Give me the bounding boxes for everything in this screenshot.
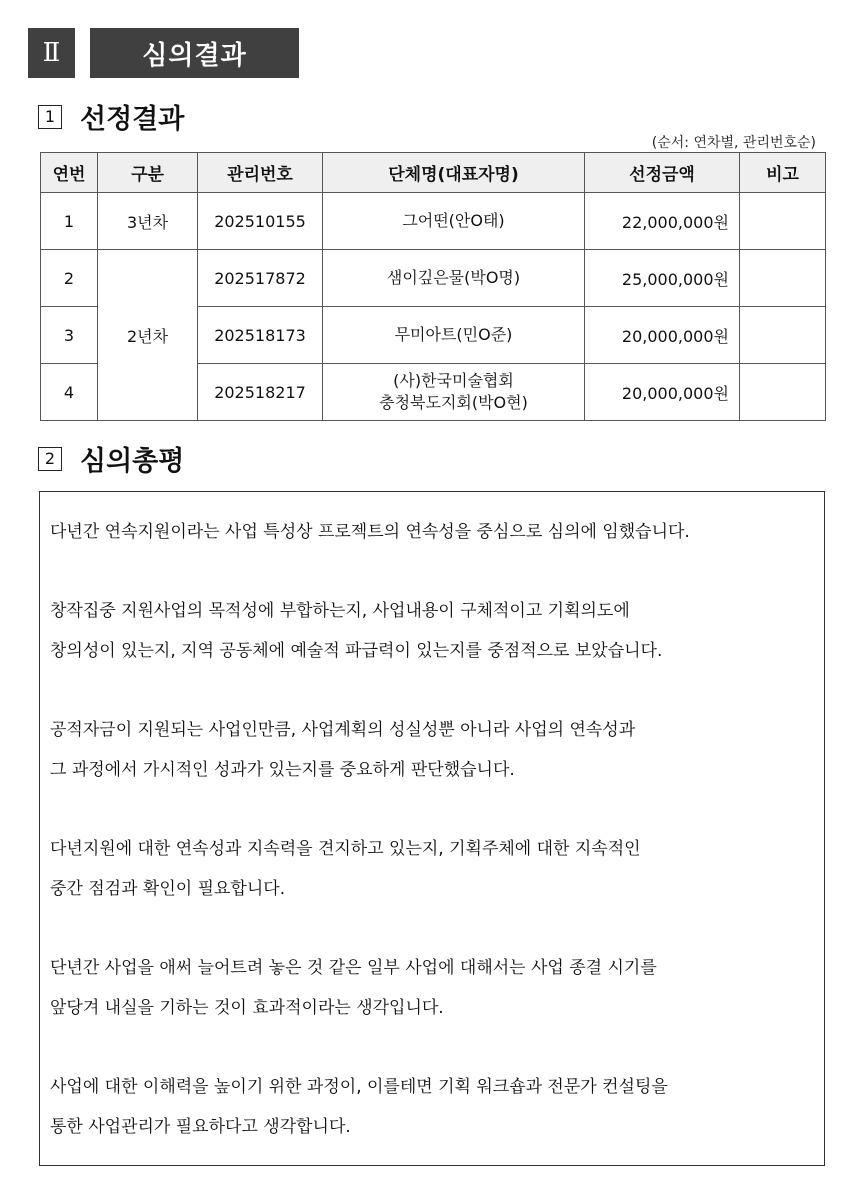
section-heading-review: [38, 439, 184, 478]
column-header: 단체명(대표자명): [323, 153, 585, 193]
review-paragraph: [50, 829, 814, 909]
organization-line: 그어떤(안O태): [402, 211, 505, 230]
review-line: 공적자금이 지원되는 사업인만큼, 사업계획의 성실성뿐 아니라 사업의 연속성과: [50, 720, 636, 740]
organization-line: (사)한국미술협회: [393, 371, 514, 390]
management-id: 202518173: [198, 307, 323, 364]
note-cell: [740, 364, 826, 421]
management-id: 202517872: [198, 250, 323, 307]
chapter-number: Ⅱ: [28, 28, 75, 78]
review-paragraph: [50, 512, 814, 552]
organization-name: [323, 250, 585, 307]
selected-amount: 20,000,000원: [585, 364, 740, 421]
organization-line: 무미아트(민O준): [394, 325, 513, 344]
column-header: 비고: [740, 153, 826, 193]
review-paragraph: [50, 1067, 814, 1147]
chapter-title: 심의결과: [90, 28, 299, 78]
selection-result-table: [40, 152, 826, 421]
row-number: 1: [41, 193, 98, 250]
review-line: 창의성이 있는지, 지역 공동체에 예술적 파급력이 있는지를 중점적으로 보았습니다.: [50, 641, 663, 661]
note-cell: [740, 193, 826, 250]
row-number: 3: [41, 307, 98, 364]
review-line: 통한 사업관리가 필요하다고 생각합니다.: [50, 1117, 351, 1137]
organization-name: [323, 193, 585, 250]
organization-name: [323, 364, 585, 421]
section-title: 선정결과: [80, 104, 185, 135]
section-number-box: 2: [38, 447, 62, 471]
row-number: 4: [41, 364, 98, 421]
review-line: 사업에 대한 이해력을 높이기 위한 과정이, 이를테면 기획 워크숍과 전문가 컨설팅을: [50, 1077, 668, 1097]
group-label: 3년차: [98, 193, 198, 250]
review-line: 다년간 연속지원이라는 사업 특성상 프로젝트의 연속성을 중심으로 심의에 임했습니다.: [50, 522, 690, 542]
management-id: 202510155: [198, 193, 323, 250]
table-row: [41, 193, 826, 250]
review-line: 다년지원에 대한 연속성과 지속력을 견지하고 있는지, 기획주체에 대한 지속적인: [50, 839, 641, 859]
review-paragraph: [50, 948, 814, 1028]
management-id: 202518217: [198, 364, 323, 421]
table-header-row: [41, 153, 826, 193]
column-header: 연번: [41, 153, 98, 193]
group-label: 2년차: [98, 250, 198, 421]
selected-amount: 20,000,000원: [585, 307, 740, 364]
column-header: 구분: [98, 153, 198, 193]
order-note: (순서: 연차별, 관리번호순): [651, 135, 816, 151]
review-line: 중간 점검과 확인이 필요합니다.: [50, 879, 286, 899]
section-heading-selection: [38, 97, 184, 136]
organization-line: 충청북도지회(박O현): [379, 393, 528, 412]
row-number: 2: [41, 250, 98, 307]
review-paragraph: [50, 710, 814, 790]
note-cell: [740, 307, 826, 364]
organization-line: 샘이깊은물(박O명): [386, 268, 521, 287]
organization-name: [323, 307, 585, 364]
review-line: 단년간 사업을 애써 늘어트려 놓은 것 같은 일부 사업에 대해서는 사업 종결 시기를: [50, 958, 657, 978]
column-header: 선정금액: [585, 153, 740, 193]
review-line: 그 과정에서 가시적인 성과가 있는지를 중요하게 판단했습니다.: [50, 760, 515, 780]
selected-amount: 25,000,000원: [585, 250, 740, 307]
note-cell: [740, 250, 826, 307]
review-paragraph: [50, 591, 814, 671]
review-line: 창작집중 지원사업의 목적성에 부합하는지, 사업내용이 구체적이고 기획의도에: [50, 601, 630, 621]
table-row: [41, 250, 826, 307]
column-header: 관리번호: [198, 153, 323, 193]
review-line: 앞당겨 내실을 기하는 것이 효과적이라는 생각입니다.: [50, 998, 444, 1018]
section-number-box: 1: [38, 105, 62, 129]
review-summary-box: [39, 491, 825, 1166]
section-title: 심의총평: [80, 446, 185, 477]
selected-amount: 22,000,000원: [585, 193, 740, 250]
